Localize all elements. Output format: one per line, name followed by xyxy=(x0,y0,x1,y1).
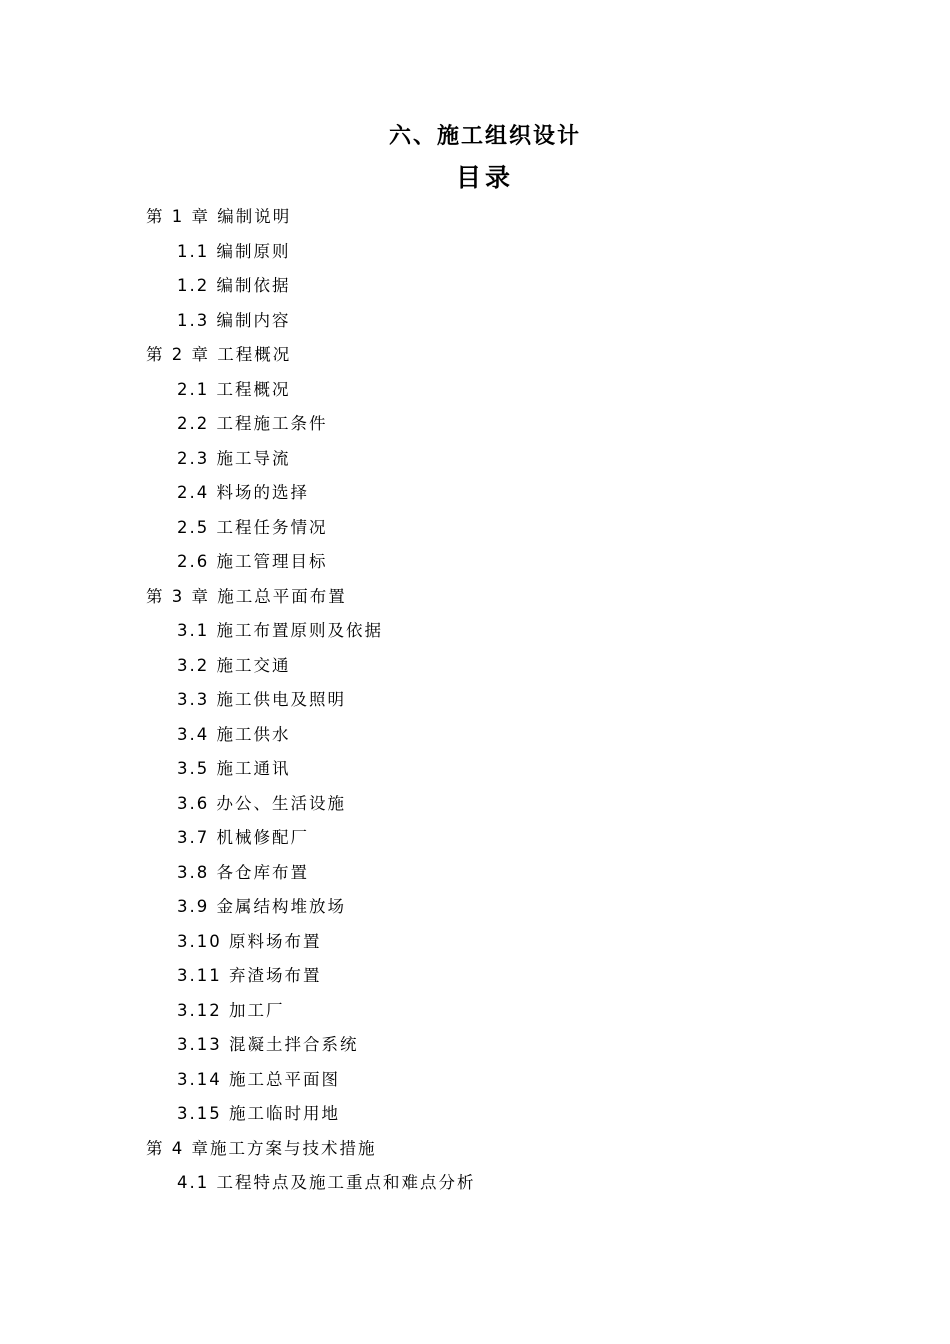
toc-section-entry[interactable]: 2.5 工程任务情况 xyxy=(177,517,328,537)
toc-section-entry[interactable]: 3.4 施工供水 xyxy=(177,724,291,744)
toc-section-entry[interactable]: 1.3 编制内容 xyxy=(177,310,291,330)
toc-section-entry[interactable]: 2.4 料场的选择 xyxy=(177,483,309,502)
toc-section-entry[interactable]: 2.2 工程施工条件 xyxy=(177,414,328,433)
toc-chapter-entry[interactable]: 第 2 章 工程概况 xyxy=(146,345,292,364)
toc-section-entry[interactable]: 2.6 施工管理目标 xyxy=(177,552,328,571)
toc-section-entry[interactable]: 3.6 办公、生活设施 xyxy=(177,793,346,813)
toc-section-entry[interactable]: 3.3 施工供电及照明 xyxy=(177,690,346,709)
toc-section-entry[interactable]: 3.8 各仓库布置 xyxy=(177,862,309,882)
toc-chapter-entry[interactable]: 第 1 章 编制说明 xyxy=(146,207,292,226)
toc-section-entry[interactable]: 3.10 原料场布置 xyxy=(177,931,322,951)
toc-section-entry[interactable]: 3.5 施工通讯 xyxy=(177,759,291,778)
toc-section-entry[interactable]: 3.15 施工临时用地 xyxy=(177,1104,340,1123)
toc-section-entry[interactable]: 1.1 编制原则 xyxy=(177,241,291,261)
toc-section-entry[interactable]: 3.9 金属结构堆放场 xyxy=(177,897,346,916)
toc-section-entry[interactable]: 3.1 施工布置原则及依据 xyxy=(177,621,383,640)
toc-section-entry[interactable]: 3.2 施工交通 xyxy=(177,655,291,675)
toc-section-entry[interactable]: 3.13 混凝土拌合系统 xyxy=(177,1035,359,1054)
toc-chapter-entry[interactable]: 第 3 章 施工总平面布置 xyxy=(146,586,347,606)
toc-heading: 目录 xyxy=(455,163,514,192)
toc-section-entry[interactable]: 3.14 施工总平面图 xyxy=(177,1069,340,1089)
document-title: 六、施工组织设计 xyxy=(388,124,581,149)
toc-section-entry[interactable]: 3.7 机械修配厂 xyxy=(177,828,309,847)
toc-section-entry[interactable]: 1.2 编制依据 xyxy=(177,276,291,295)
toc-section-entry[interactable]: 4.1 工程特点及施工重点和难点分析 xyxy=(177,1173,476,1192)
toc-section-entry[interactable]: 2.3 施工导流 xyxy=(177,448,291,468)
toc-section-entry[interactable]: 3.12 加工厂 xyxy=(177,1000,285,1020)
toc-section-entry[interactable]: 2.1 工程概况 xyxy=(177,379,291,399)
table-of-contents xyxy=(0,202,476,1203)
toc-section-entry[interactable]: 3.11 弃渣场布置 xyxy=(177,966,322,985)
toc-chapter-entry[interactable]: 第 4 章施工方案与技术措施 xyxy=(146,1138,377,1158)
